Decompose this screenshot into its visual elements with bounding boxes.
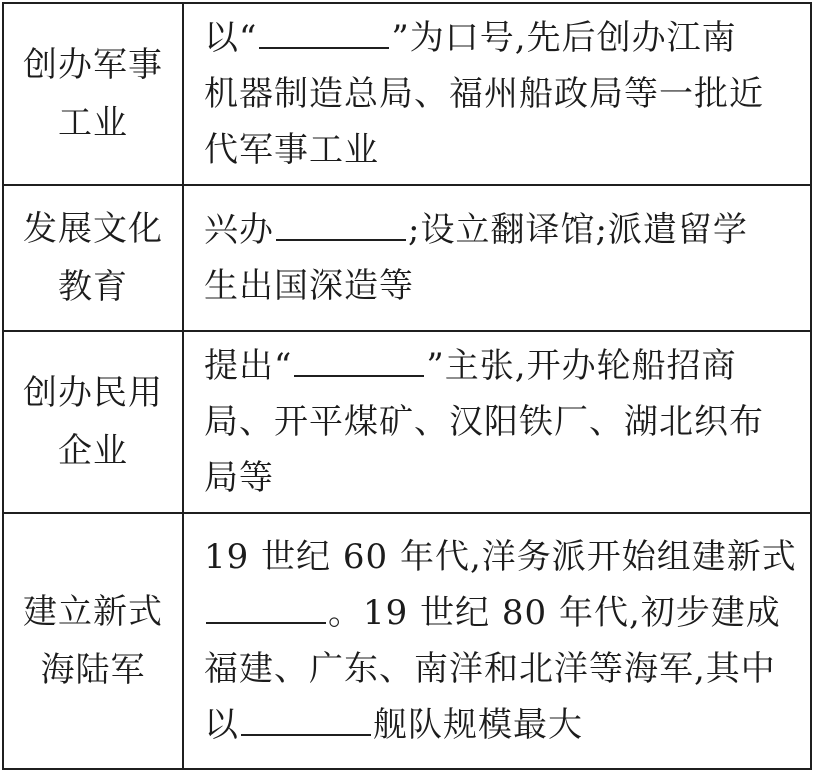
text-segment: 以 bbox=[204, 705, 239, 745]
description-line: 局等 bbox=[204, 458, 274, 498]
description-line: 福建、广东、南洋和北洋等海军,其中 bbox=[204, 649, 776, 689]
row-description bbox=[183, 331, 811, 513]
category-line: 企业 bbox=[58, 431, 128, 471]
fill-in-blank[interactable] bbox=[294, 347, 424, 377]
category-line: 工业 bbox=[58, 103, 128, 143]
fill-in-blank[interactable] bbox=[276, 211, 406, 241]
row-category bbox=[3, 513, 183, 769]
table-row bbox=[3, 3, 811, 185]
category-line: 创办军事 bbox=[23, 45, 163, 85]
westernization-movement-table bbox=[2, 2, 812, 770]
category-line: 建立新式 bbox=[23, 592, 163, 632]
row-category bbox=[3, 185, 183, 331]
table-row bbox=[3, 513, 811, 769]
row-category bbox=[3, 3, 183, 185]
text-segment: 舰队规模最大 bbox=[373, 705, 583, 745]
category-line: 发展文化 bbox=[23, 209, 163, 249]
fill-in-blank[interactable] bbox=[259, 19, 389, 49]
text-segment: 以“ bbox=[204, 18, 258, 58]
description-line: 代军事工业 bbox=[204, 130, 379, 170]
description-line: 19 世纪 60 年代,洋务派开始组建新式 bbox=[204, 537, 797, 577]
category-line: 海陆军 bbox=[40, 650, 146, 690]
row-description bbox=[183, 185, 811, 331]
text-segment: ;设立翻译馆;派遣留学 bbox=[408, 210, 748, 250]
category-line: 教育 bbox=[58, 267, 128, 307]
text-segment: ”主张,开办轮船招商 bbox=[426, 346, 737, 386]
description-line bbox=[204, 697, 800, 753]
description-line bbox=[204, 585, 800, 641]
text-segment: 兴办 bbox=[204, 210, 274, 250]
fill-in-blank[interactable] bbox=[206, 594, 326, 624]
description-line: 机器制造总局、福州船政局等一批近 bbox=[204, 74, 764, 114]
row-category bbox=[3, 331, 183, 513]
fill-in-blank[interactable] bbox=[241, 706, 371, 736]
description-line bbox=[204, 10, 800, 66]
table-row bbox=[3, 185, 811, 331]
table-row bbox=[3, 331, 811, 513]
description-line: 局、开平煤矿、汉阳铁厂、湖北织布 bbox=[204, 402, 764, 442]
text-segment: 。19 世纪 80 年代,初步建成 bbox=[328, 593, 781, 633]
category-line: 创办民用 bbox=[23, 373, 163, 413]
text-segment: 提出“ bbox=[204, 346, 293, 386]
description-line bbox=[204, 202, 800, 258]
text-segment: ”为口号,先后创办江南 bbox=[391, 18, 737, 58]
description-line: 生出国深造等 bbox=[204, 266, 414, 306]
description-line bbox=[204, 338, 800, 394]
row-description bbox=[183, 3, 811, 185]
row-description bbox=[183, 513, 811, 769]
